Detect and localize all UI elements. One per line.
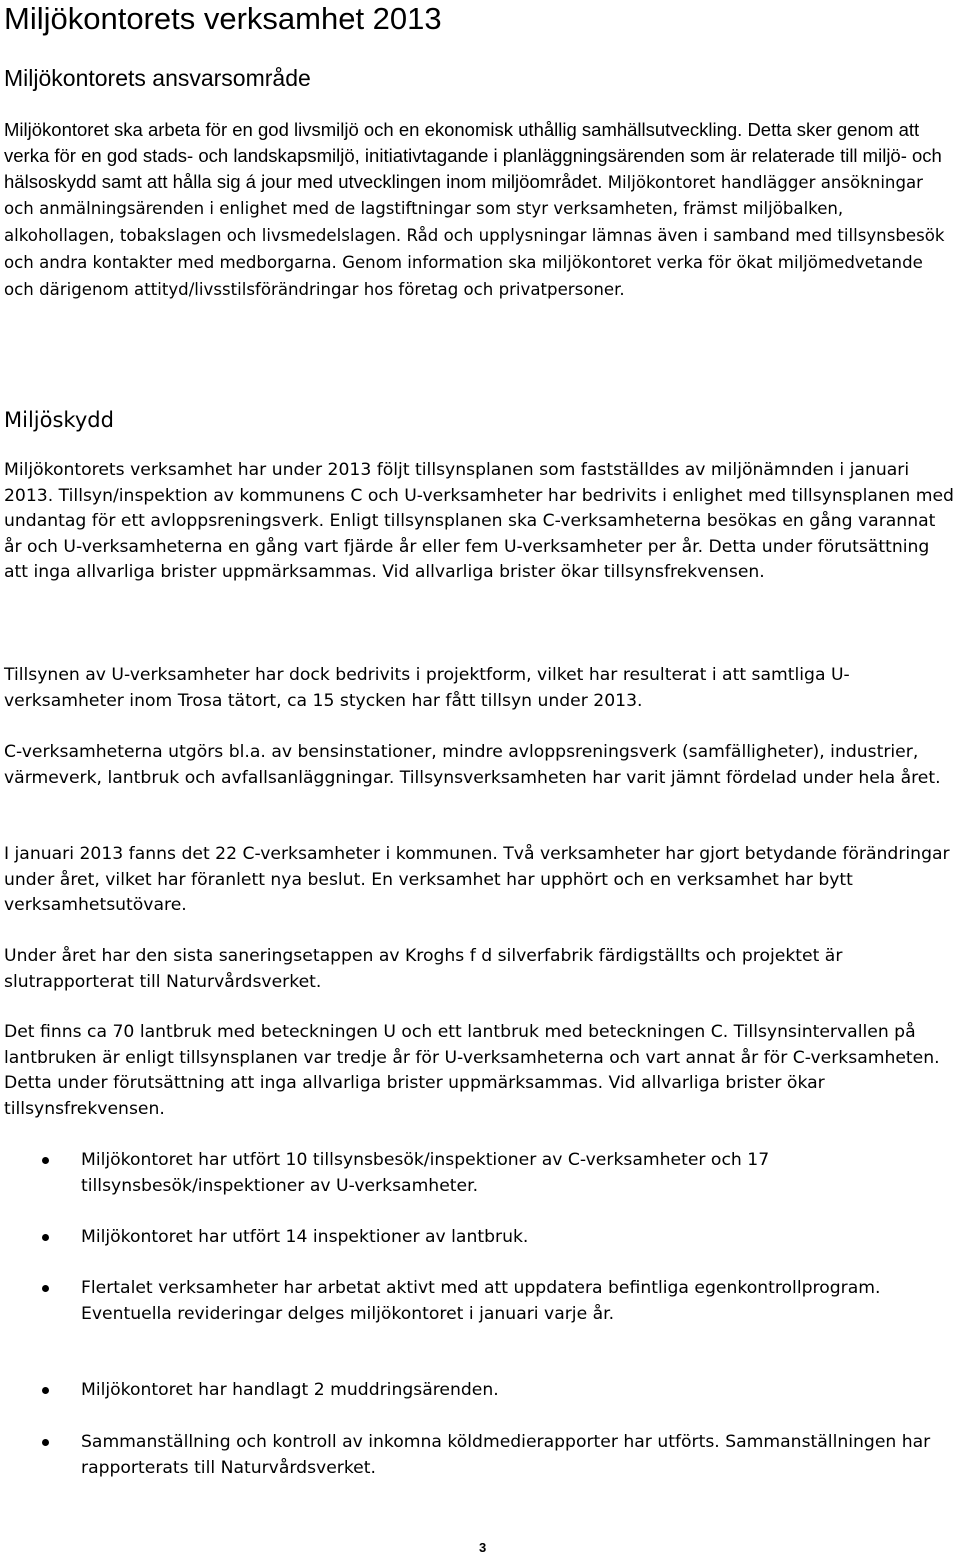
paragraph-januari-2013: I januari 2013 fanns det 22 C-verksamheter i kommunen. Två verksamheter har gjort betydande förändringar under året, vilket har föranlett nya beslut. En verksamhet har upphört och en verksamhet har bytt verksamhetsutövare. [4, 844, 950, 916]
section-heading-miljoskydd: Miljöskydd [4, 408, 114, 432]
intro-paragraph-part2: Miljökontoret handlägger ansökningar och anmälningsärenden i enlighet med de lagstiftningar som styr verksamheten, främst miljöbalken, alkohollagen, tobakslagen och livsmedelslagen. Råd och upplysningar lämnas även i samband med tillsynsbesök och andra kontakter med medborgarna. Genom information ska miljökontoret verka för ökat miljömedvetande och därigenom attityd/livsstilsförändringar hos företag och privatpersoner. [4, 172, 945, 299]
list-item-text: Sammanställning och kontroll av inkomna köldmedierapporter har utförts. Sammanställningen har rapporterats till Naturvårdsverket. [81, 1432, 931, 1478]
list-item-text: Flertalet verksamheter har arbetat aktivt med att uppdatera befintliga egenkontrollprogram. Eventuella revideringar delges miljökontoret i januari varje år. [81, 1278, 881, 1324]
list-item-text: Miljökontoret har utfört 10 tillsynsbesök/inspektioner av C-verksamheter och 17 tillsynsbesök/inspektioner av U-verksamheter. [81, 1150, 770, 1196]
list-item-text: Miljökontoret har handlagt 2 muddringsärenden. [81, 1380, 499, 1400]
paragraph-silverfabrik: Under året har den sista saneringsetappen av Kroghs f d silverfabrik färdigställts och projektet är slutrapporterat till Naturvårdsverket. [4, 946, 843, 992]
intro-paragraph-part1: Miljökontoret ska arbeta för en god livsmiljö och en ekonomisk uthållig samhällsutveckling. Detta sker genom att verka för en god stads- och landskapsmiljö, initiativtagande i planläggningsärenden som är relaterade till miljö- och hälsoskydd samt att hålla sig á jour med utvecklingen inom miljöområdet. [4, 119, 942, 192]
paragraph-lantbruk: Det finns ca 70 lantbruk med beteckningen U och ett lantbruk med beteckningen C. Tillsynsintervallen på lantbruken är enligt tillsynsplanen var tredje år för U-verksamheterna och vart annat år för C-verksamheten. Detta under förutsättning att inga allvarliga brister uppmärksammas. Vid allvarliga brister ökar tillsynsfrekvensen. [4, 1022, 940, 1119]
bullet-dot-icon [42, 1234, 49, 1241]
paragraph-u-verksamheter: Tillsynen av U-verksamheter har dock bedrivits i projektform, vilket har resulterat i att samtliga U-verksamheter inom Trosa tätort, ca 15 stycken har fått tillsyn under 2013. [4, 665, 850, 711]
paragraph-tillsynsplan: Miljökontorets verksamhet har under 2013 följt tillsynsplanen som fastställdes av miljönämnden i januari 2013. Tillsyn/inspektion av kommunens C och U-verksamheter har bedrivits i enlighet med tillsynsplanen med undantag för ett avloppsreningsverk. Enligt tillsynsplanen ska C-verksamheterna besökas en gång varannat år och U-verksamheterna en gång vart fjärde år eller fem U-verksamheter per år. Detta under förutsättning att inga allvarliga brister uppmärksammas. Vid allvarliga brister ökar tillsynsfrekvensen. [4, 460, 954, 583]
section-heading-ansvarsomrade: Miljökontorets ansvarsområde [4, 65, 311, 91]
page-title: Miljökontorets verksamhet 2013 [4, 1, 442, 36]
intro-paragraph [4, 117, 956, 303]
paragraph-c-verksamheter: C-verksamheterna utgörs bl.a. av bensinstationer, mindre avloppsreningsverk (samfälligheter), industrier, värmeverk, lantbruk och avfallsanläggningar. Tillsynsverksamheten har varit jämnt fördelad under hela året. [4, 742, 941, 788]
bullet-dot-icon [42, 1157, 49, 1164]
bullet-dot-icon [42, 1387, 49, 1394]
bullet-dot-icon [42, 1439, 49, 1446]
list-item-text: Miljökontoret har utfört 14 inspektioner av lantbruk. [81, 1227, 529, 1247]
bullet-dot-icon [42, 1285, 49, 1292]
page-number: 3 [479, 1540, 487, 1555]
